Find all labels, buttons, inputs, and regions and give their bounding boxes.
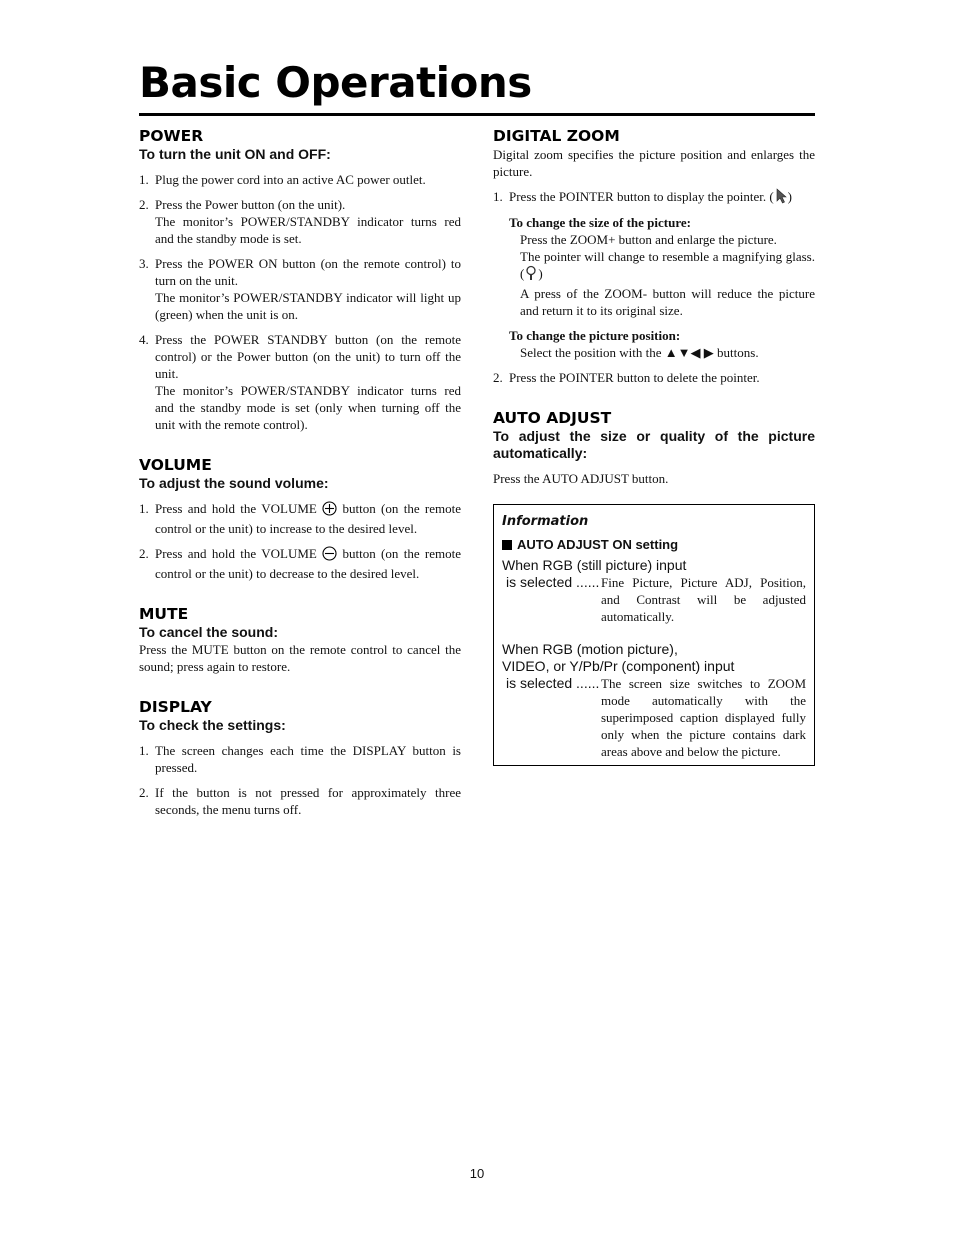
page-title: Basic Operations (139, 58, 532, 107)
digital-zoom-section (493, 126, 815, 386)
digital-zoom-steps (493, 188, 815, 208)
mute-heading: MUTE (139, 605, 189, 623)
power-step-2: 2. Press the Power button (on the unit). The monitor’s POWER/STANDBY indicator turns red and the standby mode is set. (139, 197, 461, 246)
page-number: 10 (469, 1166, 485, 1181)
mute-subheading: To cancel the sound: (139, 624, 278, 640)
pointer-icon (774, 188, 788, 208)
zoom-size-title: To change the size of the picture: (509, 215, 691, 230)
mute-text: Press the MUTE button on the remote control to cancel the sound; press again to restore. (139, 642, 461, 674)
zoom-size-text-1: Press the ZOOM+ button and enlarge the picture. (520, 232, 777, 247)
square-bullet-icon (502, 540, 512, 550)
digital-zoom-intro: Digital zoom specifies the picture position and enlarges the picture. (493, 147, 815, 179)
volume-minus-icon (322, 546, 337, 565)
power-section (139, 126, 461, 433)
information-title: Information (502, 514, 589, 529)
display-section (139, 697, 461, 818)
info-case2-label-1: When RGB (motion picture), (502, 641, 678, 657)
volume-step-1: 1. Press and hold the VOLUME button (on the remote control or the unit) to increase to the desired level. (139, 501, 462, 536)
volume-section (139, 455, 461, 582)
volume-step-2: 2. Press and hold the VOLUME button (on the remote control or the unit) to decrease to the desired level. (139, 546, 462, 581)
display-steps (139, 742, 461, 818)
volume-heading: VOLUME (139, 456, 212, 474)
power-heading: POWER (139, 127, 204, 145)
volume-plus-icon (322, 501, 337, 520)
left-column (139, 126, 461, 840)
auto-adjust-heading: AUTO ADJUST (493, 409, 612, 427)
information-heading: AUTO ADJUST ON setting (502, 536, 806, 553)
volume-subheading: To adjust the sound volume: (139, 475, 329, 491)
info-case2-key: is selected ...... (506, 675, 600, 691)
info-case2-row (502, 675, 806, 760)
info-case2-value: The screen size switches to ZOOM mode automatically with the superimposed caption displayed fully only when the picture contains dark areas above and below the picture. (601, 676, 806, 759)
power-step-1: 1. Plug the power cord into an active AC power outlet. (139, 172, 426, 187)
info-case1-row (502, 574, 806, 625)
zoom-position-title: To change the picture position: (509, 328, 681, 343)
digital-zoom-heading: DIGITAL ZOOM (493, 127, 620, 145)
power-step-3: 3. Press the POWER ON button (on the remote control) to turn on the unit. The monitor’s POWER/STANDBY indicator will light up (green) when the unit is on. (139, 256, 461, 322)
zoom-size-text-2: The pointer will change to resemble a magnifying glass. ( ) (520, 248, 815, 285)
info-case1-value: Fine Picture, Picture ADJ, Position, and Contrast will be adjusted automatically. (601, 575, 806, 624)
arrow-buttons-icon: ▲▼◀ ▶ (664, 345, 714, 360)
display-step-2: 2. If the button is not pressed for approximately three seconds, the menu turns off. (139, 785, 461, 817)
info-case1-key: is selected ...... (506, 574, 600, 590)
magnifying-glass-icon (524, 265, 538, 285)
digital-zoom-step-1: 1. Press the POINTER button to display the pointer. ( ) (493, 188, 815, 208)
volume-steps (139, 500, 461, 582)
auto-adjust-subheading: To adjust the size or quality of the picture automatically: (493, 428, 815, 461)
power-subheading: To turn the unit ON and OFF: (139, 146, 331, 162)
display-step-1: 1. The screen changes each time the DISPLAY button is pressed. (139, 743, 461, 775)
power-steps (139, 171, 461, 433)
display-subheading: To check the settings: (139, 717, 286, 733)
zoom-position-block (509, 327, 815, 361)
information-box (493, 504, 815, 766)
power-step-4: 4. Press the POWER STANDBY button (on the remote control) or the Power button (on the unit) to turn off the unit. The monitor’s POWER/STANDBY indicator turns red and the standby mode is set (only when turning off the unit with the remote control). (139, 332, 461, 432)
auto-adjust-section (493, 408, 815, 487)
zoom-size-text-3: A press of the ZOOM- button will reduce the picture and return it to its original size. (520, 286, 815, 318)
zoom-position-text: Select the position with the ▲▼◀ ▶ buttons. (520, 345, 759, 360)
zoom-size-block (509, 214, 815, 319)
mute-section (139, 604, 461, 675)
info-case1-label: When RGB (still picture) input (502, 557, 687, 573)
right-column (493, 126, 815, 509)
display-heading: DISPLAY (139, 698, 212, 716)
auto-adjust-text: Press the AUTO ADJUST button. (493, 471, 669, 486)
info-case2-label-2: VIDEO, or Y/Pb/Pr (component) input (502, 658, 735, 674)
digital-zoom-steps-2 (493, 369, 815, 386)
digital-zoom-step-2: 2. Press the POINTER button to delete the pointer. (493, 370, 760, 385)
title-rule (139, 113, 815, 116)
